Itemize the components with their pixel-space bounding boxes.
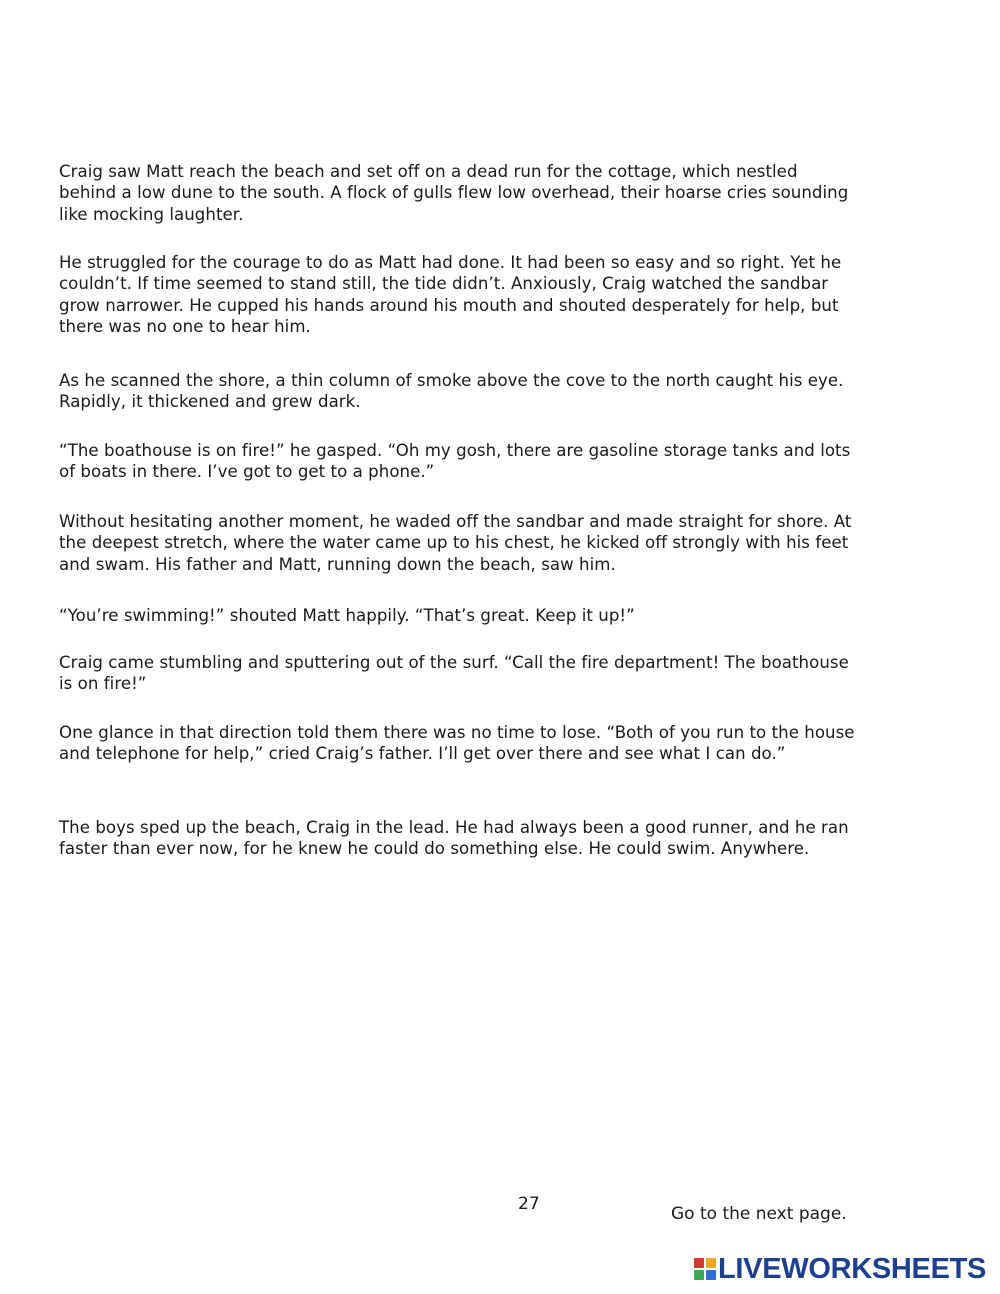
paragraph-8: One glance in that direction told them there was no time to lose. “Both of you run to the house and telephone for help,” cried Craig’s father. I’ll get over there and see what I can do.”: [59, 723, 855, 764]
logo-square-blue: [706, 1270, 716, 1280]
paragraph-7: Craig came stumbling and sputtering out of the surf. “Call the fire department! The boathouse is on fire!”: [59, 653, 849, 694]
logo-square-red: [694, 1258, 704, 1268]
paragraph-2: He struggled for the courage to do as Matt had done. It had been so easy and so right. Yet he couldn’t. If time seemed to stand still, the tide didn’t. Anxiously, Craig watched the sandbar grow narrower. He cupped his hands around his mouth and shouted desperately for help, but there was no one to hear him.: [59, 253, 842, 337]
liveworksheets-brand[interactable]: [694, 1254, 986, 1284]
brand-name: LIVEWORKSHEETS: [718, 1253, 987, 1285]
paragraph-9: The boys sped up the beach, Craig in the lead. He had always been a good runner, and he ran faster than ever now, for he knew he could do something else. He could swim. Anywhere.: [59, 818, 849, 859]
paragraph-3: As he scanned the shore, a thin column of smoke above the cove to the north caught his eye. Rapidly, it thickened and grew dark.: [59, 371, 844, 412]
logo-square-green: [694, 1270, 704, 1280]
paragraph-4: “The boathouse is on fire!” he gasped. “Oh my gosh, there are gasoline storage tanks and lots of boats in there. I’ve got to get to a phone.”: [59, 441, 851, 482]
paragraph-5: Without hesitating another moment, he waded off the sandbar and made straight for shore. At the deepest stretch, where the water came up to his chest, he kicked off strongly with his feet and swam. His father and Matt, running down the beach, saw him.: [59, 512, 852, 574]
liveworksheets-logo-icon: [694, 1258, 716, 1280]
page-number: 27: [518, 1194, 540, 1214]
paragraph-6: “You’re swimming!” shouted Matt happily. “That’s great. Keep it up!”: [59, 606, 635, 625]
logo-square-orange: [706, 1258, 716, 1268]
next-page-instruction: Go to the next page.: [671, 1204, 847, 1224]
paragraph-1: Craig saw Matt reach the beach and set off on a dead run for the cottage, which nestled behind a low dune to the south. A flock of gulls flew low overhead, their hoarse cries sounding like mocking laughter.: [59, 162, 849, 224]
